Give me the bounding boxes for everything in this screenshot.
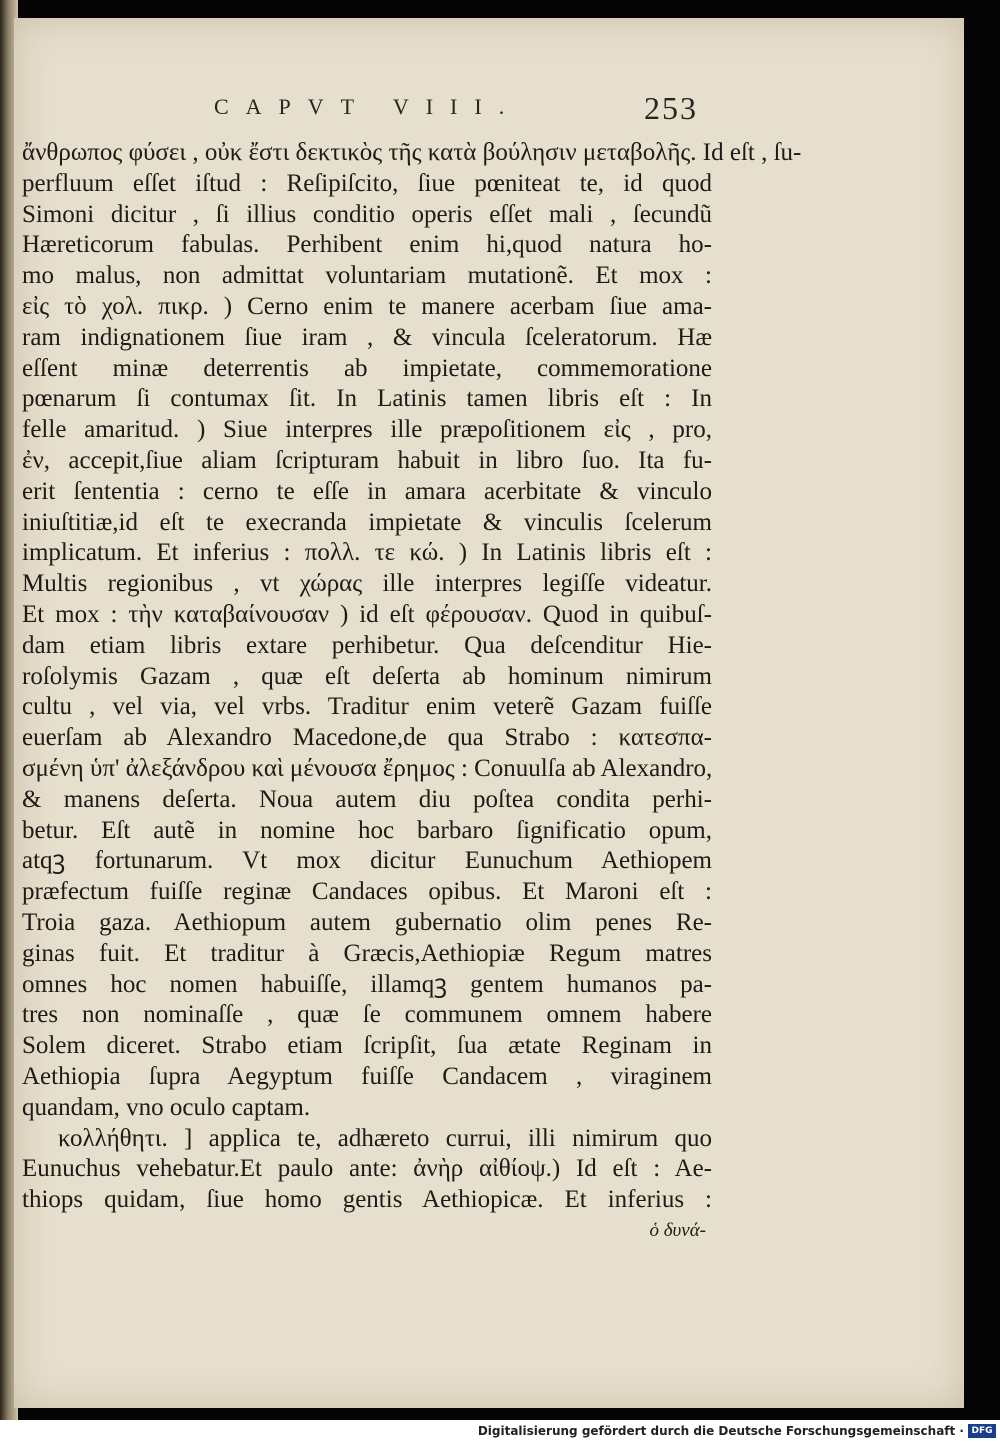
text-line: Eunuchus vehebatur.Et paulo ante: ἀνὴρ αἰθίοψ.) Id eſt : Ae- xyxy=(22,1155,712,1183)
book-page xyxy=(14,18,964,1408)
text-line: roſolymis Gazam , quæ eſt deſerta ab hominum nimirum xyxy=(22,662,712,690)
footer-bar xyxy=(0,1420,1000,1443)
text-line: ram indignationem ſiue iram , & vincula ſceleratorum. Hæ xyxy=(22,323,712,351)
text-line: κολλήθητι. ] applica te, adhæreto currui, illi nimirum quo xyxy=(58,1124,712,1152)
text-line: ginas fuit. Et traditur à Græcis,Aethiopiæ Regum matres xyxy=(22,939,712,967)
funding-note: Digitalisierung gefördert durch die Deutsche Forschungsgemeinschaft · xyxy=(477,1424,964,1438)
text-line: σμένη ὑπ' ἀλεξάνδρου καὶ μένουσα ἔρημος : Conuulſa ab Alexandro, xyxy=(22,754,713,782)
text-line: atqꝫ fortunarum. Vt mox dicitur Eunuchum Aethiopem xyxy=(22,847,712,875)
text-line: ἄνθρωπος φύσει , οὐκ ἔστι δεκτικὸς τῆς κατὰ βούλησιν μεταβολῆς. Id eſt , ſu- xyxy=(22,139,802,166)
text-line: Troia gaza. Aethiopum autem gubernatio olim penes Re- xyxy=(22,908,712,936)
text-line: præfectum fuiſſe reginæ Candaces opibus. Et Maroni eſt : xyxy=(22,878,712,906)
text-line: perfluum eſſet iſtud : Reſipiſcito, ſiue pœniteat te, id quod xyxy=(22,169,712,197)
text-line: cultu , vel via, vel vrbs. Traditur enim veterẽ Gazam fuiſſe xyxy=(22,693,712,721)
body-text xyxy=(22,138,802,1246)
text-line: quandam, vno oculo captam. xyxy=(22,1093,311,1121)
text-line: & manens deſerta. Noua autem diu poſtea condita perhi- xyxy=(22,785,712,813)
running-title: CAPVT VIII. xyxy=(214,94,522,119)
page-number: 253 xyxy=(644,90,698,126)
text-line: ἐν, accepit,ſiue aliam ſcripturam habuit in libro ſuo. Ita fu- xyxy=(22,446,712,474)
text-line: implicatum. Et inferius : πολλ. τε κώ. ) In Latinis libris eſt : xyxy=(22,539,712,567)
text-line: euerſam ab Alexandro Macedone,de qua Strabo : κατεσπα- xyxy=(22,724,712,752)
text-line: omnes hoc nomen habuiſſe, illamqꝫ gentem humanos pa- xyxy=(22,970,712,998)
catchword: ὁ δυνά- xyxy=(649,1219,706,1241)
text-line: tres non nominaſſe , quæ ſe communem omnem habere xyxy=(22,1001,712,1029)
text-line: iniuſtitiæ,id eſt te execranda impietate & vinculis ſcelerum xyxy=(22,508,712,536)
text-line: erit ſententia : cerno te eſſe in amara acerbitate & vinculo xyxy=(22,477,712,505)
running-head xyxy=(14,90,964,130)
text-line: Aethiopia ſupra Aegyptum fuiſſe Candacem , viraginem xyxy=(22,1062,712,1090)
text-line: Et mox : τὴν καταβαίνουσαν ) id eſt φέρουσαν. Quod in quibuſ- xyxy=(22,600,712,628)
text-line: eſſent minæ deterrentis ab impietate, commemoratione xyxy=(22,354,712,382)
text-line: Solem diceret. Strabo etiam ſcripſit, ſua ætate Reginam in xyxy=(22,1032,712,1060)
text-line: felle amaritud. ) Siue interpres ille præpoſitionem εἰς , pro, xyxy=(22,416,712,444)
text-line: Multis regionibus , vt χώρας ille interpres legiſſe videatur. xyxy=(22,570,712,598)
text-line: betur. Eſt autẽ in nomine hoc barbaro ſignificatio opum, xyxy=(22,816,712,844)
text-line: pœnarum ſi contumax ſit. In Latinis tamen libris eſt : In xyxy=(22,385,712,413)
text-line: εἰς τὸ χολ. πικρ. ) Cerno enim te manere acerbam ſiue ama- xyxy=(22,292,712,320)
text-line: mo malus, non admittat voluntariam mutationẽ. Et mox : xyxy=(22,262,712,290)
text-line: dam etiam libris extare perhibetur. Qua deſcenditur Hie- xyxy=(22,631,712,659)
text-line: thiops quidam, ſiue homo gentis Aethiopicæ. Et inferius : xyxy=(22,1186,712,1214)
text-line: Simoni dicitur , ſi illius conditio operis eſſet mali , ſecundũ xyxy=(22,200,712,228)
dfg-logo: DFG xyxy=(968,1424,996,1438)
text-line: Hæreticorum fabulas. Perhibent enim hi,quod natura ho- xyxy=(22,231,712,259)
